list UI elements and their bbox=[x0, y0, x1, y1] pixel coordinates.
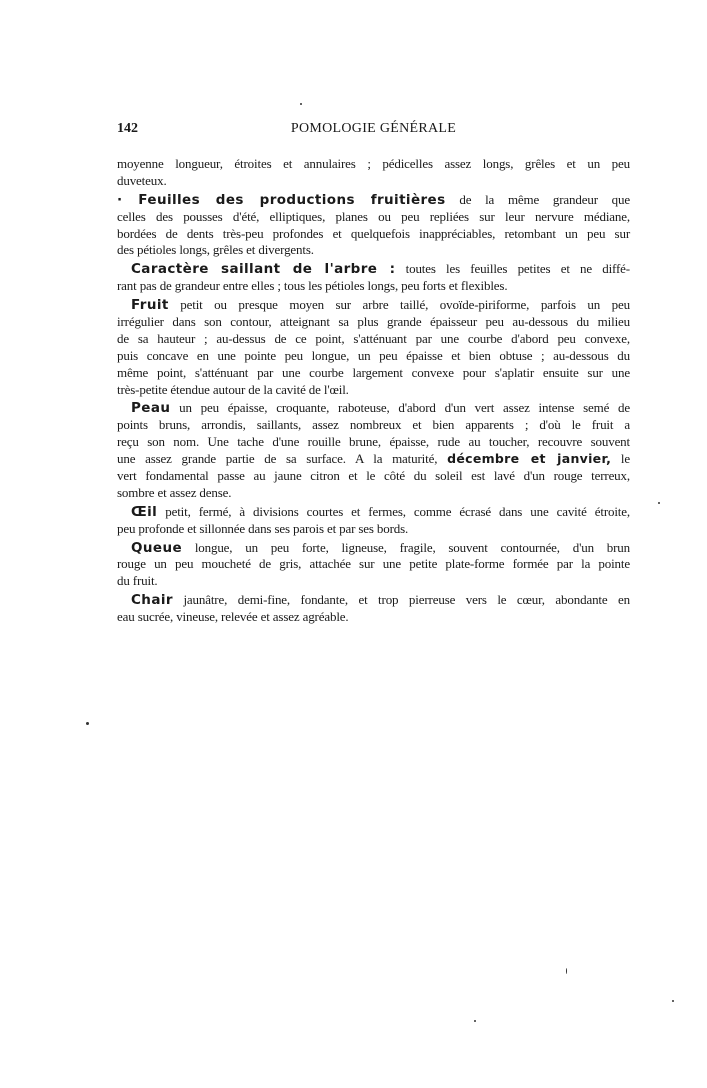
text-line: très-petite étendue autour de la cavité de l'œil. bbox=[117, 381, 349, 397]
text-line: rouge un peu moucheté de gris, attachée sur une petite plate-forme formée par la pointe bbox=[117, 556, 630, 572]
paragraph-caractere bbox=[117, 261, 630, 295]
text-run: un peu épaisse, croquante, raboteuse, d'abord d'un vert assez intense semé de bbox=[170, 400, 630, 416]
paragraph-queue bbox=[117, 540, 630, 591]
text-line: puis concave en une pointe peu longue, un peu épaisse et bien obtuse ; au-dessous du bbox=[117, 347, 630, 363]
section-heading: · Feuilles des productions fruitières bbox=[117, 191, 446, 208]
text-line: rant pas de grandeur entre elles ; tous les pétioles longs, peu forts et flexibles. bbox=[117, 278, 508, 294]
section-heading: Caractère saillant de l'arbre : bbox=[131, 261, 396, 278]
text-line: sombre et assez dense. bbox=[117, 484, 232, 500]
page-header bbox=[117, 121, 630, 139]
text-line: de sa hauteur ; au-dessus de ce point, s'atténuant par une courbe d'abord peu convexe, bbox=[117, 330, 630, 346]
scan-speck bbox=[566, 968, 567, 974]
text-line: vert fondamental passe au jaune citron et le côté du soleil est lavé d'un rouge terreux, bbox=[117, 468, 630, 484]
scan-speck bbox=[300, 103, 302, 105]
text-run: jaunâtre, demi-fine, fondante, et trop pierreuse vers le cœur, abondante en bbox=[172, 592, 630, 608]
text-run: le bbox=[611, 451, 630, 467]
paragraph-oeil bbox=[117, 504, 630, 538]
text-run: petit ou presque moyen sur arbre taillé, ovoïde-piriforme, parfois un peu bbox=[168, 297, 630, 313]
text-line: duveteux. bbox=[117, 172, 167, 188]
text-run: longue, un peu forte, ligneuse, fragile, souvent contournée, d'un brun bbox=[182, 539, 630, 555]
section-heading: Œil bbox=[131, 503, 158, 520]
text-line bbox=[117, 540, 630, 557]
text-line bbox=[117, 192, 630, 209]
section-heading: Fruit bbox=[131, 297, 169, 314]
scan-speck bbox=[658, 502, 660, 504]
page-number: 142 bbox=[117, 121, 138, 136]
text-line: irrégulier dans son contour, atteignant sa plus grande épaisseur peu au-dessous du milieu bbox=[117, 314, 630, 330]
text-run: de la même grandeur que bbox=[445, 191, 630, 207]
running-title: POMOLOGIE GÉNÉRALE bbox=[290, 121, 457, 136]
text-line: moyenne longueur, étroites et annulaires ; pédicelles assez longs, grêles et un peu bbox=[117, 156, 630, 171]
paragraph-fruit bbox=[117, 297, 630, 398]
emphasis-maturity: décembre et janvier, bbox=[447, 451, 612, 467]
text-line bbox=[117, 400, 630, 417]
text-line bbox=[117, 451, 630, 468]
paragraph-chair bbox=[117, 592, 630, 626]
text-run: petit, fermé, à divisions courtes et fermes, comme écrasé dans une cavité étroite, bbox=[157, 503, 630, 519]
paragraph-continuation bbox=[117, 156, 630, 190]
paragraph-feuilles bbox=[117, 192, 630, 260]
text-line: points bruns, arrondis, saillants, assez nombreux et bien apparents ; d'où le fruit a bbox=[117, 417, 630, 433]
scan-speck bbox=[672, 1000, 674, 1002]
text-run: toutes les feuilles petites et ne diffé- bbox=[395, 261, 630, 277]
scan-speck bbox=[474, 1020, 476, 1022]
text-line: reçu son nom. Une tache d'une rouille brune, épaisse, rude au toucher, recouvre souvent bbox=[117, 434, 630, 450]
text-line bbox=[117, 592, 630, 609]
scan-speck bbox=[86, 722, 89, 725]
text-line bbox=[117, 261, 630, 278]
text-line: eau sucrée, vineuse, relevée et assez agréable. bbox=[117, 609, 349, 625]
section-heading: Chair bbox=[131, 592, 173, 609]
text-line bbox=[117, 297, 630, 314]
section-heading: Peau bbox=[131, 400, 171, 417]
text-line bbox=[117, 504, 630, 521]
section-heading: Queue bbox=[131, 539, 183, 556]
text-line: bordées de dents très-peu profondes et quelquefois inappréciables, retombant un peu sur bbox=[117, 225, 630, 241]
page-body bbox=[117, 156, 630, 628]
paragraph-peau bbox=[117, 400, 630, 501]
text-line: des pétioles longs, grêles et divergents. bbox=[117, 242, 314, 258]
text-line: même point, s'atténuant par une courbe largement convexe pour s'aplatir ensuite sur une bbox=[117, 364, 630, 380]
text-line: peu profonde et sillonnée dans ses parois et par ses bords. bbox=[117, 520, 409, 536]
text-run: une assez grande partie de sa surface. A la maturité, bbox=[117, 451, 448, 467]
text-line: celles des pousses d'été, elliptiques, planes ou peu repliées sur leur nervure médiane, bbox=[117, 208, 630, 224]
text-line: du fruit. bbox=[117, 573, 158, 589]
